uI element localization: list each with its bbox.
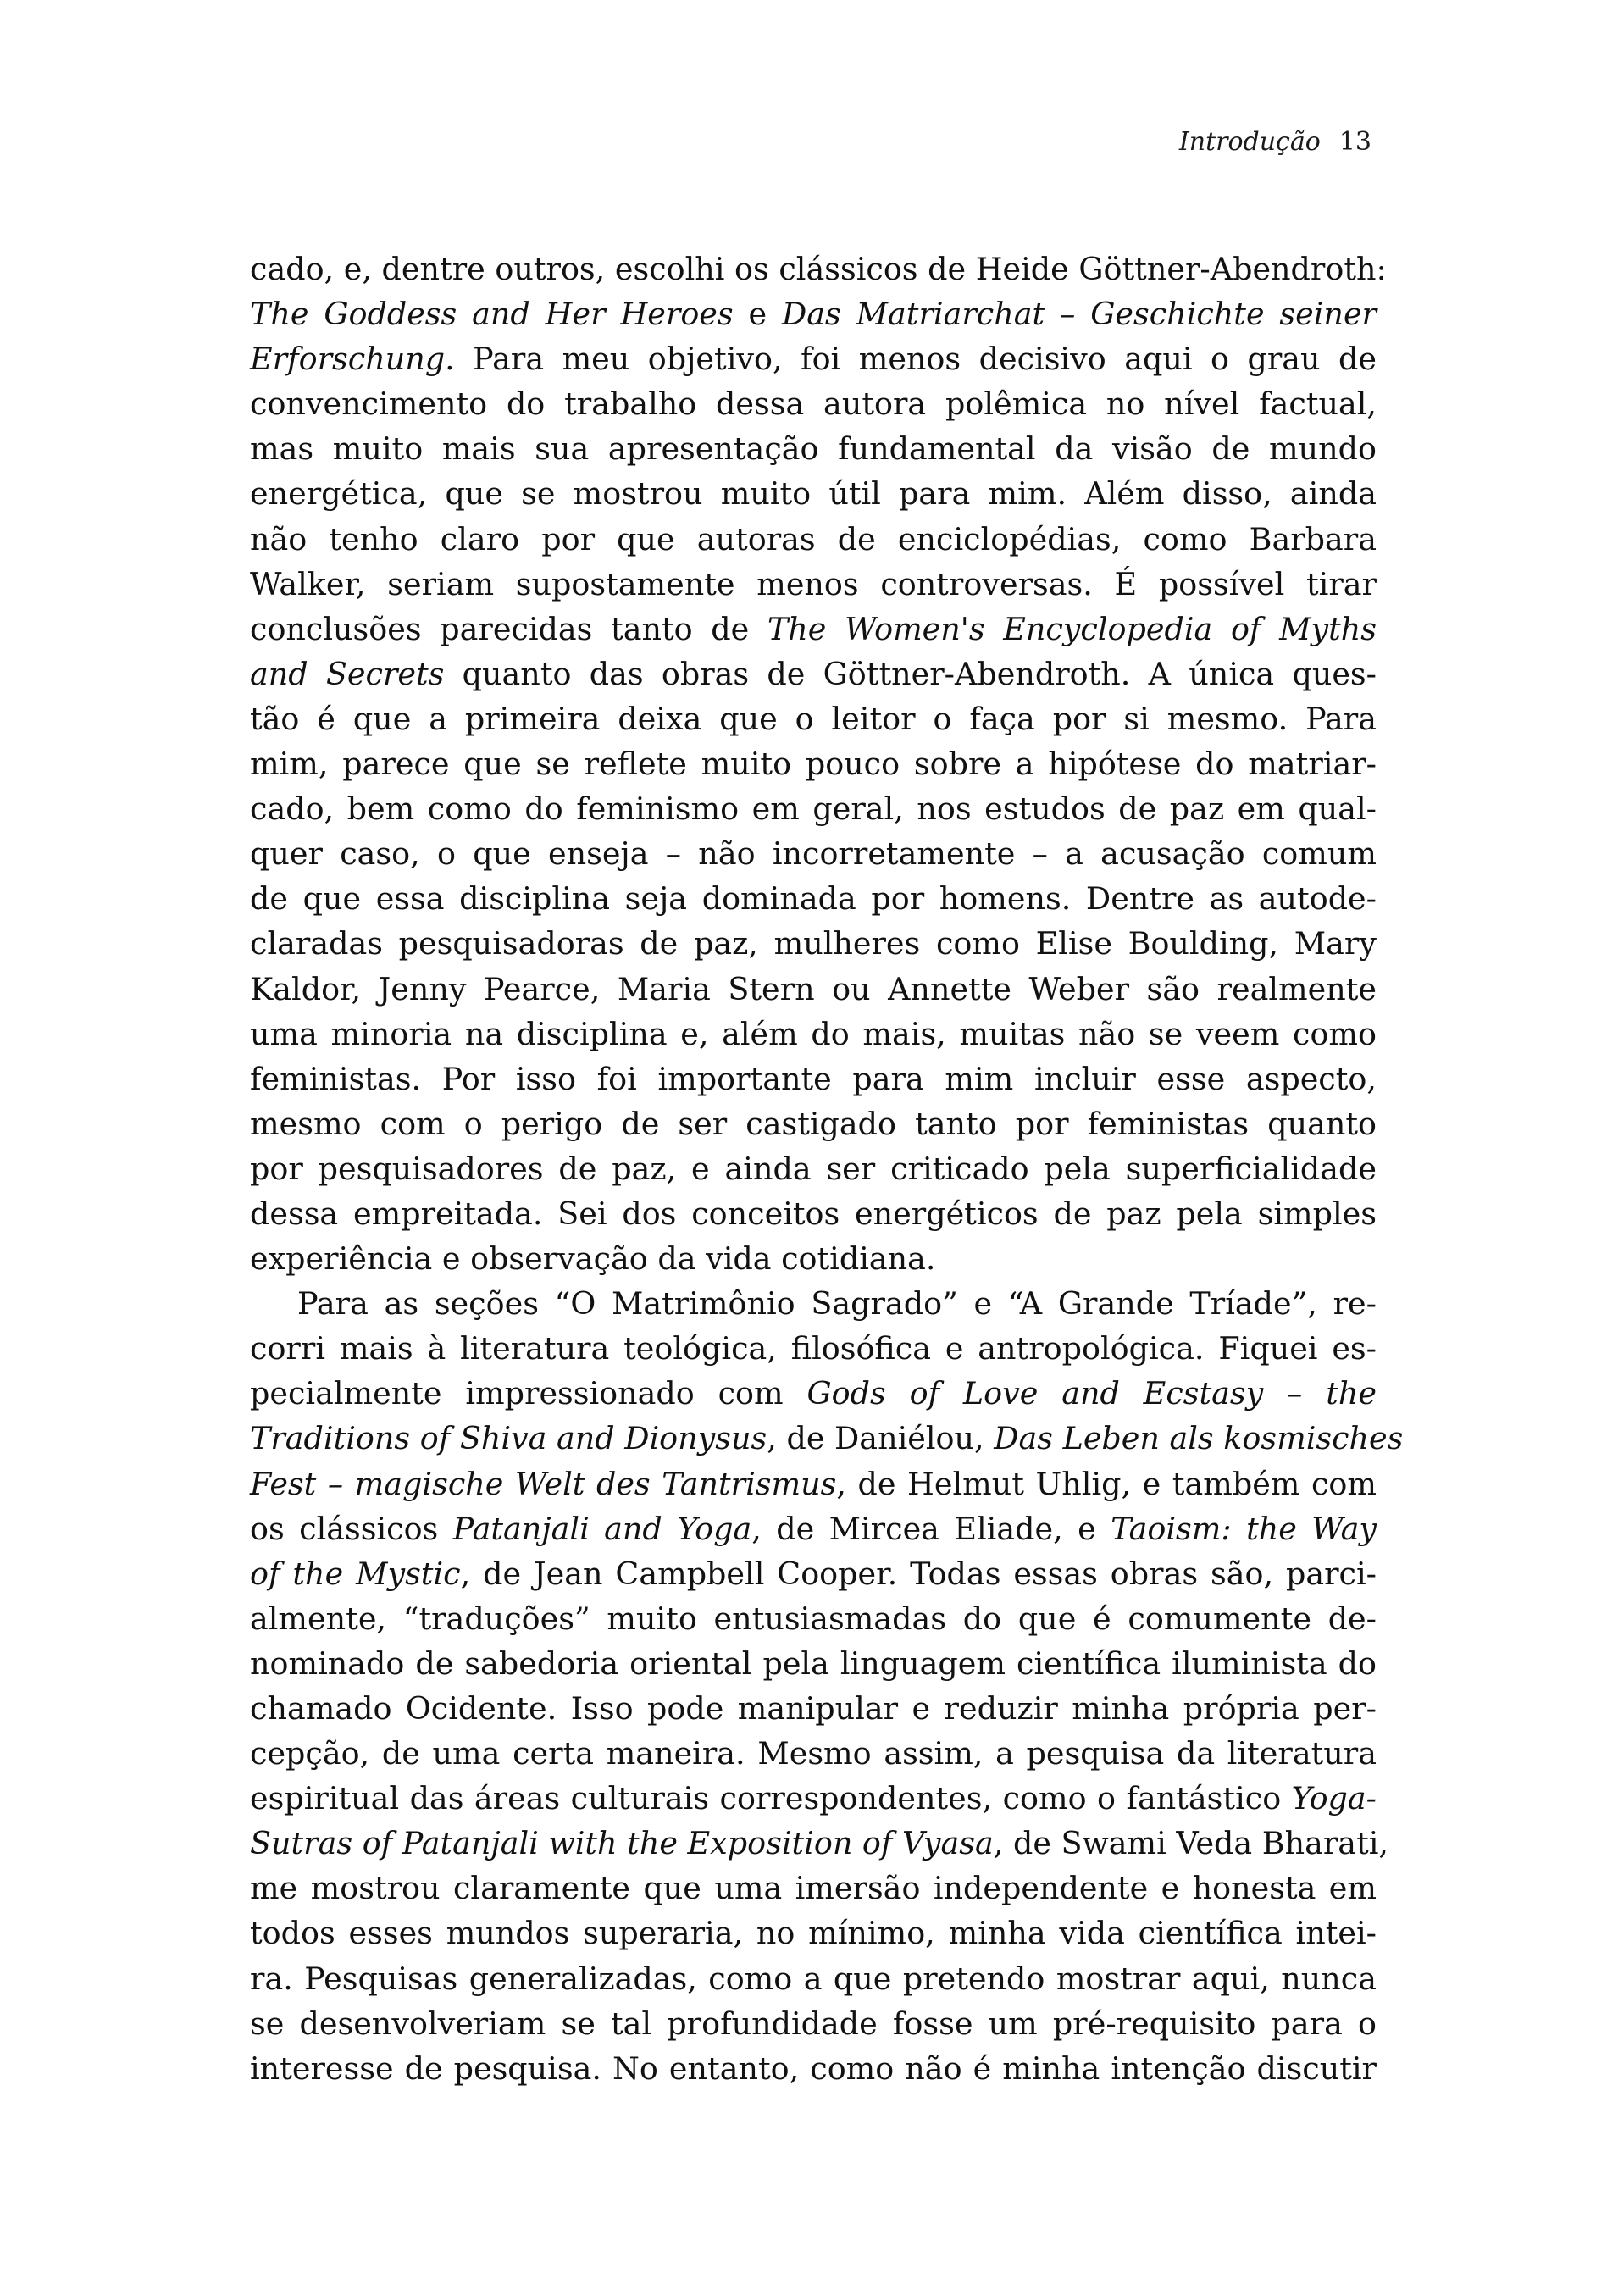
text-line bbox=[250, 2001, 1377, 2046]
text-run: interesse de pesquisa. No entanto, como não é minha intenção discutir bbox=[250, 2049, 1377, 2087]
text-line bbox=[250, 876, 1377, 921]
text-run: cado, bem como do feminismo em geral, nos estudos de paz em qual- bbox=[250, 790, 1377, 828]
page-number: 13 bbox=[1338, 127, 1371, 157]
text-line bbox=[250, 696, 1377, 741]
text-run: cepção, de uma certa maneira. Mesmo assim, a pesquisa da literatura bbox=[250, 1735, 1377, 1772]
text-line bbox=[250, 1776, 1377, 1821]
text-run: todos esses mundos superaria, no mínimo, minha vida científica intei- bbox=[250, 1915, 1377, 1952]
text-run: chamado Ocidente. Isso pode manipular e reduzir minha própria per- bbox=[250, 1690, 1377, 1727]
text-run: , de Swami Veda Bharati, bbox=[993, 1825, 1389, 1862]
text-run: por pesquisadores de paz, e ainda ser criticado pela superficialidade bbox=[250, 1150, 1377, 1187]
text-run: experiência e observação da vida cotidiana. bbox=[250, 1240, 936, 1278]
text-run: cado, e, dentre outros, escolhi os clássicos de Heide Göttner-Abendroth: bbox=[250, 251, 1387, 287]
text-run: não tenho claro por que autoras de enciclopédias, como Barbara bbox=[250, 520, 1377, 557]
text-run: os clássicos bbox=[250, 1510, 453, 1547]
text-line bbox=[250, 1956, 1377, 2001]
text-run: pecialmente impressionado com bbox=[250, 1375, 807, 1412]
text-line bbox=[250, 1371, 1377, 1416]
italic-title: Patanjali and Yoga bbox=[452, 1510, 752, 1547]
body-text bbox=[250, 247, 1404, 2091]
text-line bbox=[250, 426, 1377, 471]
text-line bbox=[250, 1281, 1377, 1326]
text-line bbox=[250, 336, 1377, 381]
text-run: almente, “traduções” muito entusiasmadas do que é comumente de- bbox=[250, 1600, 1377, 1637]
text-line bbox=[250, 1101, 1377, 1146]
text-line bbox=[250, 1236, 1377, 1281]
text-line bbox=[250, 1146, 1377, 1191]
text-run: e bbox=[733, 296, 783, 333]
text-run: se desenvolveriam se tal profundidade fosse um pré-requisito para o bbox=[250, 2005, 1377, 2042]
text-line bbox=[250, 2046, 1377, 2091]
text-run: , de Jean Campbell Cooper. Todas essas obras são, parci- bbox=[460, 1555, 1377, 1592]
text-run: claradas pesquisadoras de paz, mulheres como Elise Boulding, Mary bbox=[250, 925, 1377, 962]
italic-title: The Goddess and Her Heroes bbox=[250, 296, 734, 333]
text-line bbox=[250, 1686, 1377, 1731]
text-run: uma minoria na disciplina e, além do mais, muitas não se veem como bbox=[250, 1015, 1377, 1052]
text-run: mesmo com o perigo de ser castigado tanto por feministas quanto bbox=[250, 1105, 1377, 1142]
text-line bbox=[250, 786, 1377, 831]
text-run: , de Helmut Uhlig, e também com bbox=[836, 1465, 1377, 1502]
italic-title: Gods of Love and Ecstasy – the bbox=[806, 1375, 1377, 1412]
text-run: Kaldor, Jenny Pearce, Maria Stern ou Annette Weber são realmente bbox=[250, 970, 1377, 1007]
text-run: . Para meu objetivo, foi menos decisivo aqui o grau de bbox=[445, 341, 1377, 378]
text-run: Para as seções “O Matrimônio Sagrado” e “A Grande Tríade”, re- bbox=[297, 1285, 1377, 1323]
text-line bbox=[250, 1596, 1377, 1641]
text-line bbox=[250, 652, 1377, 696]
text-run: me mostrou claramente que uma imersão independente e honesta em bbox=[250, 1870, 1377, 1907]
text-run: espiritual das áreas culturais correspondentes, como o fantástico bbox=[250, 1780, 1292, 1817]
text-run: tão é que a primeira deixa que o leitor o faça por si mesmo. Para bbox=[250, 700, 1377, 737]
text-line bbox=[250, 741, 1377, 786]
text-line bbox=[250, 1551, 1377, 1596]
text-line bbox=[250, 517, 1377, 562]
text-run: energética, que se mostrou muito útil para mim. Além disso, ainda bbox=[250, 475, 1377, 513]
text-line bbox=[250, 1911, 1377, 1955]
text-run: Walker, seriam supostamente menos controversas. É possível tirar bbox=[250, 565, 1377, 602]
text-run: conclusões parecidas tanto de bbox=[250, 610, 767, 647]
running-title: Introdução bbox=[1178, 127, 1321, 157]
text-run: quer caso, o que enseja – não incorretamente – a acusação comum bbox=[250, 835, 1377, 873]
text-line bbox=[250, 1326, 1377, 1371]
text-line bbox=[250, 1191, 1377, 1236]
italic-title: Traditions of Shiva and Dionysus bbox=[250, 1420, 767, 1457]
italic-title: of the Mystic bbox=[250, 1555, 461, 1592]
text-line bbox=[250, 1416, 1404, 1461]
text-line bbox=[250, 1012, 1377, 1056]
text-run: corri mais à literatura teológica, filosófica e antropológica. Fiquei es- bbox=[250, 1330, 1377, 1367]
text-run: quanto das obras de Göttner-Abendroth. A única ques- bbox=[444, 655, 1377, 692]
text-line bbox=[250, 247, 1387, 291]
text-line bbox=[250, 1866, 1377, 1911]
italic-title: Taoism: the Way bbox=[1111, 1510, 1377, 1547]
italic-title: Das Matriarchat – Geschichte seiner bbox=[782, 296, 1377, 333]
running-header bbox=[1179, 127, 1371, 157]
text-run: feministas. Por isso foi importante para mim incluir esse aspecto, bbox=[250, 1060, 1377, 1097]
text-run: nominado de sabedoria oriental pela linguagem científica iluminista do bbox=[250, 1644, 1377, 1682]
text-line bbox=[250, 1506, 1377, 1551]
text-line bbox=[250, 1821, 1389, 1866]
italic-title: Fest – magische Welt des Tantrismus bbox=[250, 1465, 837, 1502]
text-run: de que essa disciplina seja dominada por homens. Dentre as autode- bbox=[250, 880, 1377, 918]
italic-title: The Women's Encyclopedia of Myths bbox=[767, 610, 1377, 647]
italic-title: Erforschung bbox=[250, 341, 446, 378]
text-line bbox=[250, 1056, 1377, 1101]
text-line bbox=[250, 921, 1377, 966]
text-line bbox=[250, 562, 1377, 607]
italic-title: and Secrets bbox=[250, 655, 445, 692]
text-run: , de Daniélou, bbox=[767, 1420, 995, 1457]
italic-title: Das Leben als kosmisches bbox=[994, 1420, 1404, 1457]
text-line bbox=[250, 291, 1377, 336]
text-line bbox=[250, 1641, 1377, 1686]
text-line bbox=[250, 1461, 1377, 1506]
text-line bbox=[250, 967, 1377, 1012]
text-run: dessa empreitada. Sei dos conceitos energéticos de paz pela simples bbox=[250, 1195, 1377, 1232]
text-run: mim, parece que se reflete muito pouco sobre a hipótese do matriar- bbox=[250, 746, 1377, 783]
text-run: , de Mircea Eliade, e bbox=[751, 1510, 1111, 1547]
text-line bbox=[250, 381, 1377, 426]
text-line bbox=[250, 1731, 1377, 1776]
italic-title: Sutras of Patanjali with the Exposition of Vyasa bbox=[250, 1825, 994, 1862]
text-run: mas muito mais sua apresentação fundamental da visão de mundo bbox=[250, 430, 1377, 468]
text-line bbox=[250, 607, 1377, 652]
text-run: convencimento do trabalho dessa autora polêmica no nível factual, bbox=[250, 385, 1377, 423]
text-line bbox=[250, 831, 1377, 876]
text-run: ra. Pesquisas generalizadas, como a que pretendo mostrar aqui, nunca bbox=[250, 1960, 1377, 1997]
text-line bbox=[250, 471, 1377, 516]
italic-title: Yoga- bbox=[1291, 1780, 1377, 1817]
